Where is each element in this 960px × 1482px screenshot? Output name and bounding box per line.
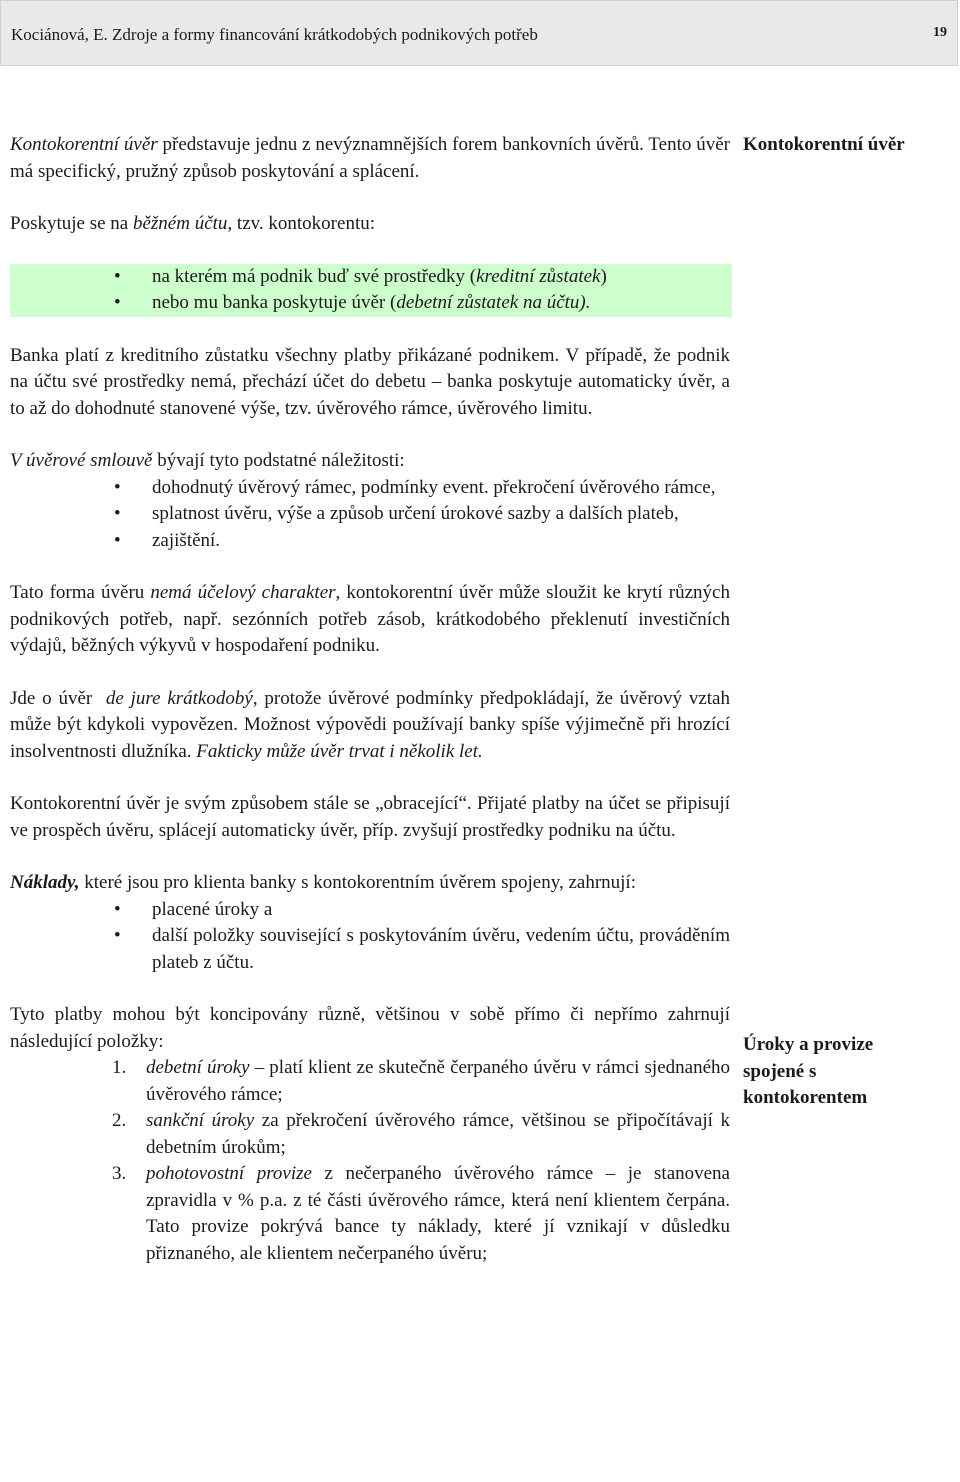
emphasis-text: nemá účelový charakter [150, 582, 336, 603]
item-number: 3. [112, 1163, 127, 1184]
paragraph-text: Jde o úvěr [10, 687, 106, 709]
emphasis-text: V úvěrové smlouvě [10, 450, 153, 471]
item-number: 1. [112, 1057, 127, 1078]
document-title: Kociánová, E. Zdroje a formy financování krátkodobých podnikových potřeb [11, 25, 538, 44]
paragraph-naklady [10, 870, 730, 897]
emphasis-text: pohotovostní provize [146, 1163, 312, 1184]
list-item: • placené úroky a [10, 897, 730, 924]
term-kontokorent: Kontokorentní úvěr [10, 134, 158, 155]
paragraph-text: Poskytuje se na [10, 213, 133, 234]
paragraph-text: Tato forma úvěru [10, 582, 151, 603]
margin-note-line: Úroky a provize [743, 1034, 874, 1055]
list-item: • dohodnutý úvěrový rámec, podmínky event. překročení úvěrového rámce, [10, 475, 730, 502]
emphasis-text: debetní úroky [146, 1057, 250, 1078]
numbered-item [10, 1055, 730, 1108]
paragraph-platby: Tyto platby mohou být koncipovány různě, většinou v sobě přímo či nepřímo zahrnují následující položky: [10, 1004, 730, 1052]
list-item: • zajištění. [10, 528, 730, 555]
main-text [10, 132, 730, 1267]
paragraph-text: které jsou pro klienta banky s kontokorentním úvěrem spojeny, zahrnují: [79, 872, 636, 893]
list-text: na kterém má podnik buď své prostředky ( [152, 265, 477, 287]
paragraph-text: představuje jednu z nevýznamnějších forem bankovních úvěrů. Tento úvěr má specifický, pružný způsob poskytování a splácení. [10, 134, 730, 182]
paragraph-text: tzv. kontokorentu: [232, 213, 375, 234]
margin-note-kontokorent [743, 132, 953, 159]
paragraph-poskytuje [10, 211, 730, 238]
term-naklady: Náklady, [10, 872, 80, 893]
list-text: – platí klient ze skutečně čerpaného úvěru v rámci sjednaného úvěrového rámce; [146, 1057, 731, 1105]
numbered-item [10, 1108, 730, 1161]
list-nalezitosti [10, 475, 730, 555]
page-header [0, 0, 958, 66]
list-text: za překročení úvěrového rámce, většinou se připočítávají k debetním úrokům; [146, 1110, 730, 1158]
paragraph-forma [10, 580, 730, 660]
paragraph-smlouva [10, 448, 730, 475]
paragraph-intro [10, 132, 730, 185]
list-item: • splatnost úvěru, výše a způsob určení úrokové sazby a dalších plateb, [10, 501, 730, 528]
paragraph-banka: Banka platí z kreditního zůstatku všechny platby přikázané podnikem. V případě, že podnik na účtu své prostředky nemá, přechází účet do debetu – banka poskytuje automaticky úvěr, a to až do dohodnuté stanovené výše, tzv. úvěrového rámce, úvěrového limitu. [10, 344, 730, 419]
emphasis-text: Fakticky může úvěr trvat i několik let. [196, 740, 483, 762]
numbered-list [10, 1055, 730, 1267]
margin-note-line: kontokorentem [743, 1087, 868, 1108]
paragraph-dejure [10, 686, 730, 766]
emphasis-text: de jure krátkodobý [105, 687, 253, 709]
emphasis-text: běžném účtu, [132, 213, 233, 234]
emphasis-text: kreditní zůstatek [476, 265, 601, 287]
paragraph-text: bývají tyto podstatné náležitosti: [152, 450, 405, 471]
list-item [10, 290, 732, 317]
paragraph-text: , protože úvěrové podmínky předpokládají, že úvěrový vztah může být kdykoli vypovězen. Možnost výpovědi používají banky spíše výjimečně při hrozící insolventnosti dlužníka. [10, 687, 730, 762]
list-naklady [10, 897, 730, 977]
emphasis-text: sankční úroky [146, 1110, 255, 1131]
emphasis-text: debetní zůstatek na účtu). [396, 292, 591, 313]
paragraph-obracejici: Kontokorentní úvěr je svým způsobem stále se „obracející“. Přijaté platby na účet se připisují ve prospěch úvěru, splácejí automaticky úvěr, příp. zvyšují prostředky podniku na účtu. [10, 793, 730, 841]
list-text: z nečerpaného úvěrového rámce – je stanovena zpravidla v % p.a. z té části úvěrového rámce, která není klientem čerpána. Tato provize pokrývá bance ty náklady, které jí vznikají v důsledku přiznaného, ale klientem nečerpaného úvěru; [146, 1163, 730, 1264]
numbered-item [10, 1161, 730, 1267]
list-item: • další položky související s poskytováním úvěru, vedením účtu, prováděním plateb z účtu. [10, 923, 730, 976]
item-number: 2. [112, 1110, 127, 1131]
list-text: nebo mu banka poskytuje úvěr ( [152, 292, 397, 313]
list-text: ) [600, 265, 607, 287]
paragraph-text: , kontokorentní úvěr může sloužit ke krytí různých podnikových potřeb, např. sezónních potřeb zásob, krátkodobého překlenutí investičních výdajů, běžných výkyvů v hospodaření podniku. [10, 582, 730, 656]
margin-note-uroky [743, 1032, 953, 1112]
page-number: 19 [933, 25, 947, 40]
list-item [10, 264, 732, 291]
margin-note-text: Kontokorentní úvěr [743, 134, 905, 155]
highlighted-list [10, 264, 732, 317]
margin-note-line: spojené s [743, 1060, 817, 1082]
